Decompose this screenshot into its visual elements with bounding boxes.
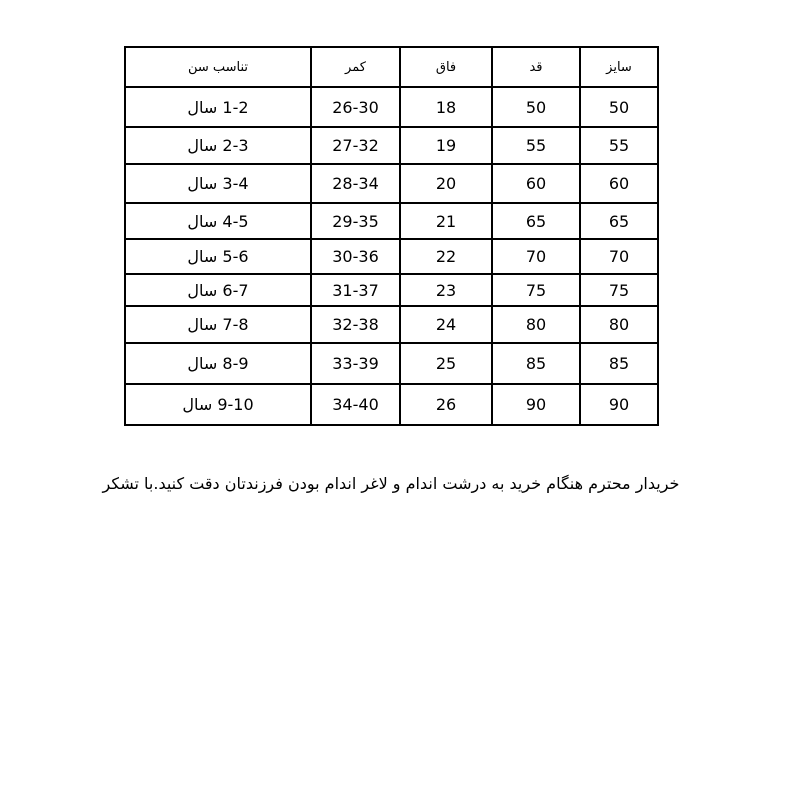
cell-rise: 26 <box>400 384 492 425</box>
cell-size: 60 <box>580 164 658 203</box>
cell-rise: 22 <box>400 239 492 274</box>
cell-size: 75 <box>580 274 658 306</box>
table-row <box>125 343 658 384</box>
cell-waist: 30-36 <box>311 239 400 274</box>
cell-waist: 32-38 <box>311 306 400 343</box>
cell-waist: 34-40 <box>311 384 400 425</box>
cell-age: 7-8 سال <box>125 306 311 343</box>
cell-height: 55 <box>492 127 580 164</box>
cell-waist: 31-37 <box>311 274 400 306</box>
cell-size: 85 <box>580 343 658 384</box>
cell-age: 4-5 سال <box>125 203 311 239</box>
size-chart-table <box>124 46 659 426</box>
header-age: تناسب سن <box>125 47 311 87</box>
cell-height: 75 <box>492 274 580 306</box>
cell-height: 70 <box>492 239 580 274</box>
buyer-note: خریدار محترم هنگام خرید به درشت اندام و لاغر اندام بودن فرزندتان دقت کنید.با تشکر <box>102 474 680 493</box>
table-row <box>125 203 658 239</box>
cell-rise: 20 <box>400 164 492 203</box>
table-row <box>125 87 658 127</box>
cell-size: 80 <box>580 306 658 343</box>
cell-height: 85 <box>492 343 580 384</box>
table-row <box>125 274 658 306</box>
cell-age: 3-4 سال <box>125 164 311 203</box>
cell-waist: 27-32 <box>311 127 400 164</box>
cell-age: 9-10 سال <box>125 384 311 425</box>
cell-size: 50 <box>580 87 658 127</box>
header-waist: کمر <box>311 47 400 87</box>
cell-height: 60 <box>492 164 580 203</box>
cell-size: 55 <box>580 127 658 164</box>
table-row <box>125 239 658 274</box>
table-row <box>125 127 658 164</box>
table-row <box>125 384 658 425</box>
header-height: قد <box>492 47 580 87</box>
header-size: سایز <box>580 47 658 87</box>
cell-age: 5-6 سال <box>125 239 311 274</box>
table-row <box>125 306 658 343</box>
cell-size: 70 <box>580 239 658 274</box>
header-rise: فاق <box>400 47 492 87</box>
cell-height: 65 <box>492 203 580 239</box>
cell-age: 2-3 سال <box>125 127 311 164</box>
cell-size: 90 <box>580 384 658 425</box>
cell-waist: 26-30 <box>311 87 400 127</box>
cell-height: 80 <box>492 306 580 343</box>
cell-rise: 25 <box>400 343 492 384</box>
cell-age: 6-7 سال <box>125 274 311 306</box>
cell-waist: 28-34 <box>311 164 400 203</box>
cell-height: 90 <box>492 384 580 425</box>
cell-rise: 18 <box>400 87 492 127</box>
cell-size: 65 <box>580 203 658 239</box>
table-header-row <box>125 47 658 87</box>
cell-age: 8-9 سال <box>125 343 311 384</box>
cell-waist: 33-39 <box>311 343 400 384</box>
cell-waist: 29-35 <box>311 203 400 239</box>
cell-rise: 23 <box>400 274 492 306</box>
table-row <box>125 164 658 203</box>
cell-height: 50 <box>492 87 580 127</box>
cell-age: 1-2 سال <box>125 87 311 127</box>
cell-rise: 24 <box>400 306 492 343</box>
cell-rise: 19 <box>400 127 492 164</box>
cell-rise: 21 <box>400 203 492 239</box>
